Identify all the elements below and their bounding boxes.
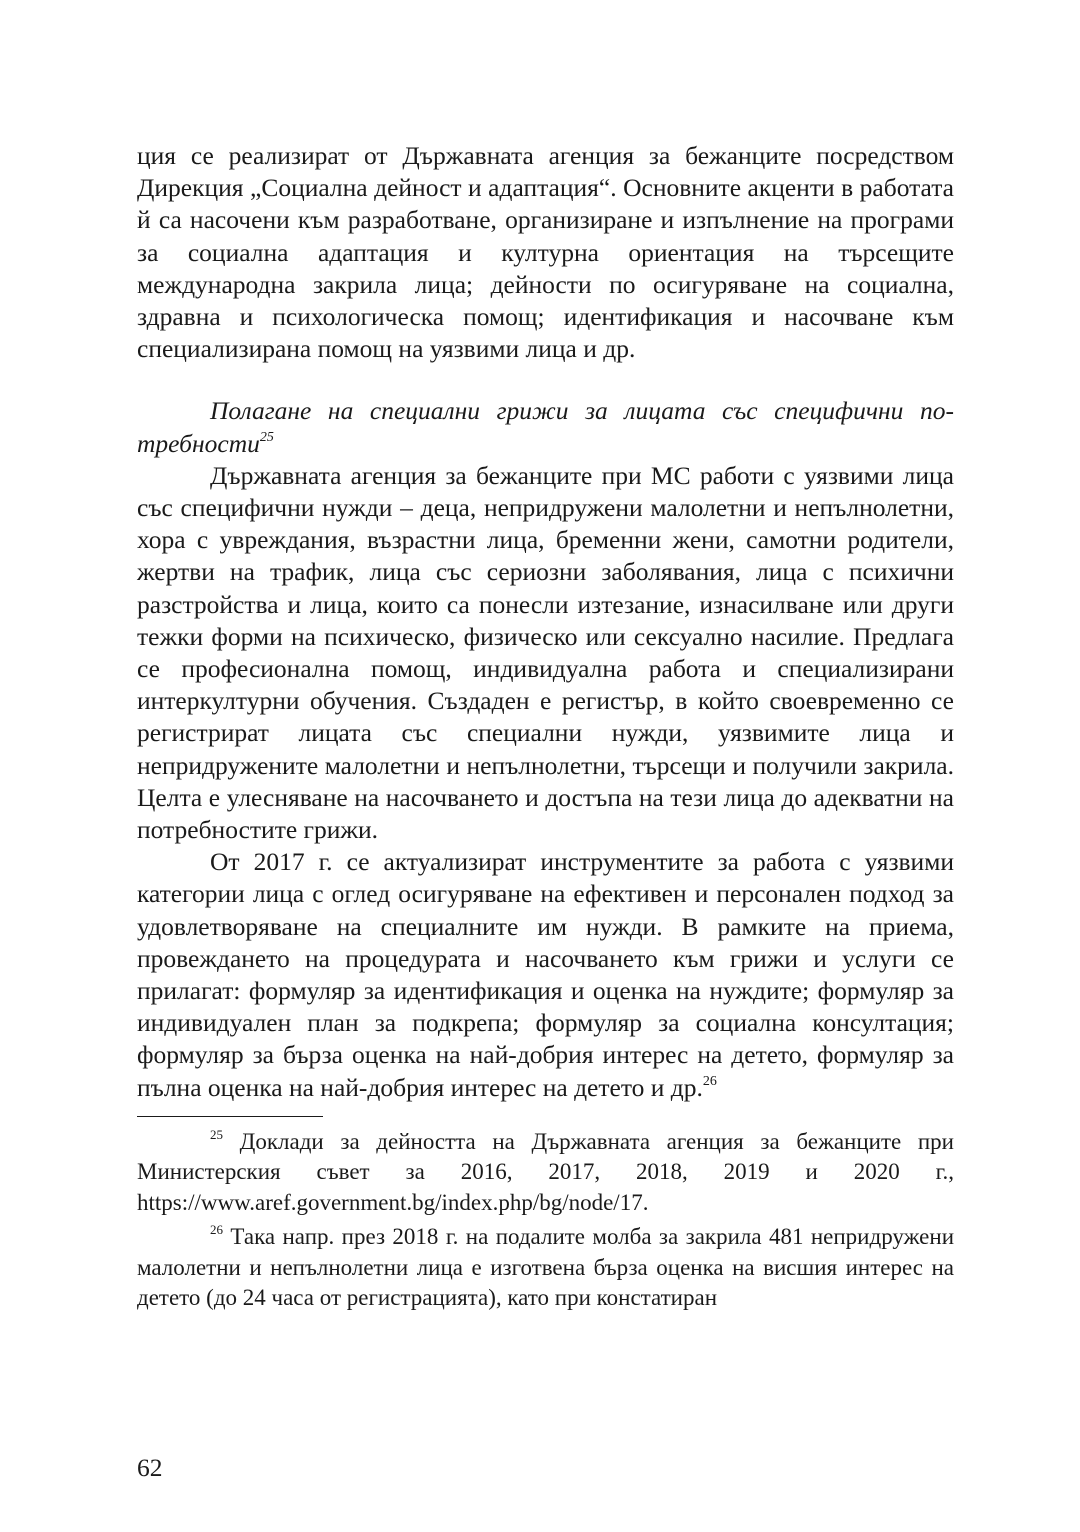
page-number: 62 <box>137 1453 163 1482</box>
footnote-number: 26 <box>210 1222 223 1238</box>
paragraph-gap <box>137 365 954 395</box>
footnote-ref-25[interactable]: 25 <box>259 429 274 445</box>
footnote-ref-26[interactable]: 26 <box>702 1073 717 1089</box>
paragraph-instruments-text: От 2017 г. се актуализират инструментите за работа с уязвими категории лица с оглед осигуряване на ефективен и персонален подход за удовлетворяване на специалните им нужди. В рамките на приема, провеждането на процедурата и насочването към грижи и услуги се прилагат: формуляр за идентификация и оценка на нуждите; формуляр за индивидуален план за подкрепа; формуляр за социална консултация; формуляр за бърза оценка на най-добрия интерес на детето, формуляр за пълна оценка на най-добрия интерес на детето и др. <box>137 847 954 1102</box>
footnote-text: Така напр. през 2018 г. на подалите молба за закрила 481 непридружени малолетни и непълнолетни лица е изготвена бърза оценка на висшия интерес на детето (до 24 часа от регистрацията), като при констатиран <box>137 1224 954 1311</box>
paragraph-continuation: ция се реализират от Държавната агенция за бежанците посредством Дирекция „Социална дейност и адаптация“. Основните акценти в работата й са насочени към разработване, организиране и изпълнение на програми за социална адаптация и културна ориентация на търсещите международна закрила лица; дейности по осигуряване на социална, здравна и психологическа помощ; идентификация и насочване към специализирана помощ на уязвими лица и др. <box>137 141 954 364</box>
footnote-26 <box>137 1222 954 1314</box>
footnote-number: 25 <box>210 1126 223 1142</box>
footnote-separator <box>137 1116 323 1117</box>
paragraph-instruments <box>137 846 954 1104</box>
section-heading-text: Полагане на специални грижи за лицата със специфични потребности <box>137 396 954 458</box>
footnote-text: Доклади за дейността на Държавната агенция за бежанците при Министерския съвет за 2016, 2017, 2018, 2019 и 2020 г., https://www.aref.government.bg/index.php/bg/node/17. <box>137 1128 954 1215</box>
page-body <box>137 140 954 1318</box>
paragraph-vulnerable-persons: Държавната агенция за бежанците при МС работи с уязвими лица със специфични нужди – деца, непридружени малолетни и непълнолетни, хора с увреждания, възрастни лица, бременни жени, самотни родители, жертви на трафик, лица със сериозни заболявания, лица с психични разстройства и лица, които са понесли изтезание, изнасилване или други тежки форми на психическо, физическо или сексуално насилие. Предлага се професионална помощ, индивидуална работа и специализирани интеркултурни обучения. Създаден е регистър, в който своевременно се регистрират лицата със специални нужди, уязвимите лица и непридружените малолетни и непълнолетни, търсещи и получили закрила. Целта е улесняване на насочването и достъпа на тези лица до адекватни на потребностите грижи. <box>137 460 954 845</box>
footnote-25 <box>137 1127 954 1219</box>
section-heading <box>137 395 954 459</box>
